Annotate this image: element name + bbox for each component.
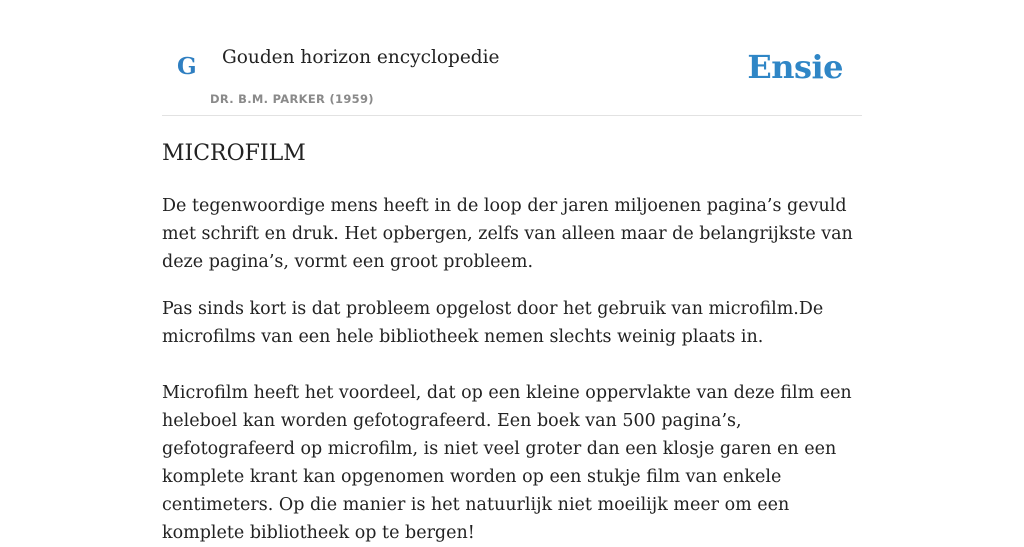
book-header [162,0,862,116]
article-title: MICROFILM [162,141,306,166]
book-title-link[interactable]: Gouden horizon encyclopedie [222,47,500,68]
article-paragraph-3: Microfilm heeft het voordeel, dat op een kleine oppervlakte van deze film een heleboel kan worden gefotografeerd. Een boek van 500 pagina’s, gefotografeerd op microfilm, is niet veel groter dan een klosje garen en een komplete krant kan opgenomen worden op een stukje film van enkele centimeters. Op die manier is het natuurlijk niet moeilijk meer om een komplete bibliotheek op te bergen! [162,383,852,543]
book-logo-icon[interactable]: G [177,53,197,80]
article-card [162,0,862,543]
ensie-logo[interactable]: Ensie [747,48,843,86]
book-author: DR. B.M. PARKER (1959) [210,92,374,106]
article-paragraph-2: Pas sinds kort is dat probleem opgelost door het gebruik van microfilm.De microfilms van een hele bibliotheek nemen slechts weinig plaats in. [162,299,824,347]
article-paragraph-1: De tegenwoordige mens heeft in de loop der jaren miljoenen pagina’s gevuld met schrift en druk. Het opbergen, zelfs van alleen maar de belangrijkste van deze pagina’s, vormt een groot probleem. [162,196,853,272]
